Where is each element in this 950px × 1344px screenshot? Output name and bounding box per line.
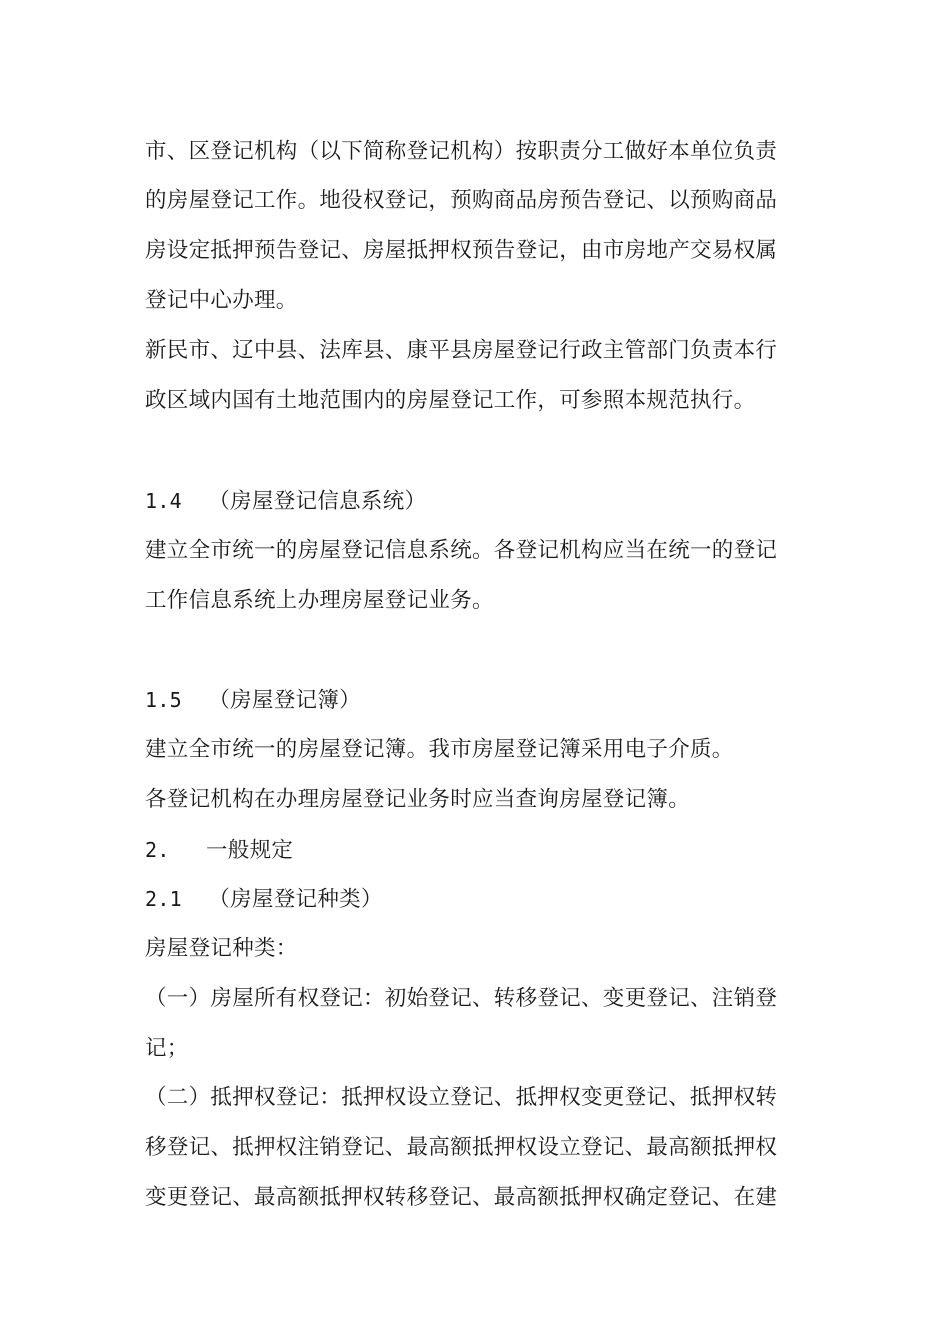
paragraph-line: 工作信息系统上办理房屋登记业务。 [145, 588, 494, 613]
paragraph-line: 的房屋登记工作。地役权登记，预购商品房预告登记、以预购商品 [145, 188, 778, 213]
section-title: （房屋登记种类） [208, 887, 383, 912]
list-item-line: 变更登记、最高额抵押权转移登记、最高额抵押权确定登记、在建 [145, 1185, 778, 1210]
list-item-line: （一）房屋所有权登记：初始登记、转移登记、变更登记、注销登 [145, 986, 778, 1011]
list-item-line: （二）抵押权登记：抵押权设立登记、抵押权变更登记、抵押权转 [145, 1085, 778, 1110]
section-title: 一般规定 [205, 838, 294, 863]
paragraph-line: 建立全市统一的房屋登记信息系统。各登记机构应当在统一的登记 [145, 538, 778, 563]
section-number: 2.1 [145, 887, 183, 911]
section-number: 2. [145, 838, 170, 862]
section-heading-2-1 [145, 874, 383, 924]
section-heading-2 [145, 825, 293, 875]
paragraph-line: 房屋登记种类： [145, 936, 298, 961]
paragraph-line: 市、区登记机构（以下简称登记机构）按职责分工做好本单位负责 [145, 139, 778, 164]
section-heading-1-5 [145, 675, 361, 725]
section-heading-1-4 [145, 476, 426, 526]
paragraph-line: 新民市、辽中县、法库县、康平县房屋登记行政主管部门负责本行 [145, 338, 778, 363]
section-number: 1.4 [145, 489, 183, 513]
section-number: 1.5 [145, 688, 183, 712]
paragraph-line: 各登记机构在办理房屋登记业务时应当查询房屋登记簿。 [145, 787, 691, 812]
paragraph-line: 建立全市统一的房屋登记簿。我市房屋登记簿采用电子介质。 [145, 737, 734, 762]
list-item-line: 记； [145, 1036, 189, 1061]
paragraph-line: 登记中心办理。 [145, 288, 298, 313]
paragraph-line: 政区域内国有土地范围内的房屋登记工作，可参照本规范执行。 [145, 388, 756, 413]
section-title: （房屋登记簿） [208, 688, 361, 713]
section-title: （房屋登记信息系统） [208, 489, 427, 514]
list-item-line: 移登记、抵押权注销登记、最高额抵押权设立登记、最高额抵押权 [145, 1135, 778, 1160]
paragraph-line: 房设定抵押预告登记、房屋抵押权预告登记，由市房地产交易权属 [145, 238, 778, 263]
